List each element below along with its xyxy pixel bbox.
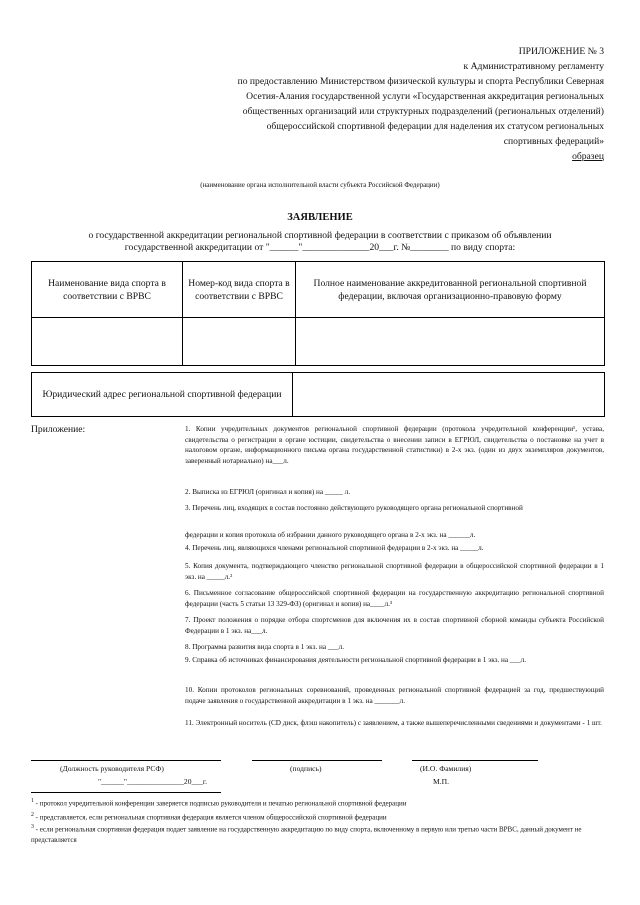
legal-address-value[interactable] [293,373,605,417]
stamp-label: М.П. [433,777,450,786]
address-table [31,372,605,417]
header-line: ПРИЛОЖЕНИЕ № 3 [518,46,604,57]
footnote-text: - если региональная спортивная федерация подает заявление на государственную аккредитацию по виду спорта, включенному в первую или третью части ВРВС, данный документ не представляется [31,825,582,844]
attachment-label: Приложение: [31,424,86,435]
header-line: к Административному регламенту [463,61,604,72]
authority-caption: (наименование органа исполнительной власти субъекта Российской Федерации) [200,181,440,189]
cell-sport-name[interactable] [32,318,183,366]
attachment-item-3: 3. Перечень лиц, входящих в состав постоянно действующего руководящего органа региональной спортивной [185,504,523,512]
attachment-item-9: 9. Справка об источниках финансирования деятельности региональной спортивной федерации в 1 экз. на ___л. [185,656,527,664]
footnote-mark: 1 [31,798,34,804]
header-line: по предоставлению Министерством физической культуры и спорта Республики Северная [237,76,604,87]
footnote-2 [31,810,604,823]
attachment-item-8: 8. Программа развития вида спорта в 1 экз. на ___л. [185,643,345,651]
name-line [412,760,538,761]
attachment-item-10: 10. Копии протоколов региональных соревнований, проведенных региональной спортивной федерацией за год, предшествующий подаче заявления о государственной аккредитации в 1 экз. на _______л. [185,686,604,705]
attachment-item-1: 1. Копии учредительных документов региональной спортивной федерации (протокола учредительной конференции¹, устава, свидетельства о регистрации в органе юстиции, свидетельства о внесении записи в ЕГРЮЛ, свидетельства о постановке на учет в налоговом органе, информационного письма органа государственной статистики) в 2-х экз. (один из двух экземпляров документов, заверенный нотариально) на___л. [185,425,604,465]
footnote-1 [31,796,604,809]
attachment-item-11: 11. Электронный носитель (CD диск, флэш накопитель) с заявлением, а также вышеперечисленными сведениями и документами - 1 шт. [185,719,602,727]
legal-address-label: Юридический адрес региональной спортивной федерации [32,373,293,417]
position-line [31,760,221,761]
date-line: "______"_______________20___г. [98,777,208,786]
signature-line [252,760,382,761]
footnote-mark: 2 [31,812,34,818]
attachment-item-6: 6. Письменное согласование общероссийской спортивной федерации на государственную аккредитацию региональной спортивной федерации (часть 5 статьи 13 329-ФЗ) (оригинал и копия) на____л.³ [185,589,604,608]
subtitle-line: государственной аккредитации от "______"______________20___г. №________ по виду спорта: [124,242,516,253]
footnote-mark: 3 [31,824,34,830]
signature-caption: (подпись) [290,764,322,773]
appendix-header [238,44,604,164]
header-sport-code: Номер-код вида спорта в соответствии с ВРВС [183,262,296,318]
attachment-item-2: 2. Выписка из ЕГРЮЛ (оригинал и копия) на _____ л. [185,488,351,496]
header-sport-name: Наименование вида спорта в соответствии с ВРВС [32,262,183,318]
header-federation-name: Полное наименование аккредитованной региональной спортивной федерации, включая организационно-правовую форму [296,262,605,318]
subtitle [40,230,600,254]
footnote-text: - протокол учредительной конференции заверяется подписью руководителя и печатью региональной спортивной федерации [33,799,407,808]
attachment-item-3-cont: федерации и копия протокола об избрании данного руководящего органа в 2-х экз. на ______л. [185,531,476,539]
page-title: ЗАЯВЛЕНИЕ [287,212,353,223]
cell-federation-name[interactable] [296,318,605,366]
header-line: общественных организаций или структурных подразделений (региональных отделений) [242,106,604,117]
footnote-text: - представляется, если региональная спортивная федерация является членом общероссийской спортивной федерации [33,813,387,822]
attachment-item-4: 4. Перечень лиц, являющихся членами региональной спортивной федерации в 2-х экз. на _____л. [185,544,484,552]
federation-table [31,261,605,366]
cell-sport-code[interactable] [183,318,296,366]
footnote-separator [31,792,221,793]
header-line: спортивных федераций» [503,136,604,147]
attachment-item-5: 5. Копия документа, подтверждающего членство региональной спортивной федерации в общероссийской спортивной федерации в 1 экз. на _____л.² [185,562,604,581]
subtitle-line: о государственной аккредитации региональной спортивной федерации в соответствии с приказом об объявлении [88,230,552,241]
header-line: Осетия-Алания государственной услуги «Государственная аккредитация региональных [246,91,604,102]
header-line: общероссийской спортивной федерации для наделения их статусом региональных [266,121,604,132]
attachment-item-7: 7. Проект положения о порядке отбора спортсменов для включения их в состав спортивной сборной команды субъекта Российской Федерации в 1 экз. на___л. [185,616,604,635]
name-caption: (И.О. Фамилия) [420,764,472,773]
footnote-3 [31,822,604,845]
sample-label: образец [572,151,604,162]
position-caption: (Должность руководителя РСФ) [60,764,164,773]
